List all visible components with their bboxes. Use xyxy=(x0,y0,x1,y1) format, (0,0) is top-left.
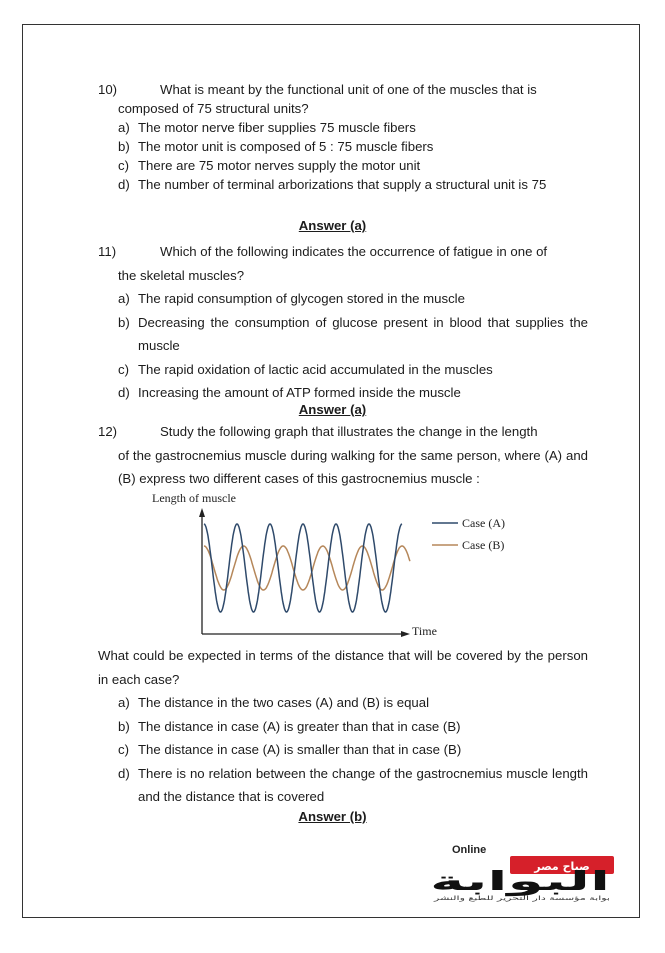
logo-main-text: البوابة xyxy=(430,867,610,897)
x-axis-arrow xyxy=(401,631,410,637)
option-a: a) The distance in the two cases (A) and (B) is equal xyxy=(118,695,430,710)
question-12-question: What could be expected in terms of the distance that will be covered by the person in each case? xyxy=(98,648,588,687)
answer-10: Answer (a) xyxy=(298,218,367,233)
publisher-logo xyxy=(430,840,620,902)
option-c: c) The distance in case (A) is smaller than that in case (B) xyxy=(118,742,462,757)
option-b: b) Decreasing the consumption of glucose present in blood that supplies the muscle xyxy=(118,314,588,353)
y-axis-arrow xyxy=(199,508,205,517)
option-d: d) The number of terminal arborizations that supply a structural unit is 75 xyxy=(118,177,547,192)
question-number: 10) xyxy=(98,82,118,97)
x-axis-label: Time xyxy=(412,624,437,638)
y-axis-label: Length of muscle xyxy=(152,491,236,505)
answer-12: Answer (b) xyxy=(298,809,367,824)
question-text-rest: of the gastrocnemius muscle during walking for the same person, where (A) and (B) express two different cases of this gastrocnemius muscle : xyxy=(118,447,588,486)
option-d: d) There is no relation between the change of the gastrocnemius muscle length and the distance that is covered xyxy=(118,765,588,804)
question-text-line2: the skeletal muscles? xyxy=(118,267,245,283)
question-text-line2: composed of 75 structural units? xyxy=(118,101,309,116)
logo-sub-text: بوابة مؤسسة دار التحرير للطبع والنشر xyxy=(432,895,611,902)
answer-11: Answer (a) xyxy=(298,402,367,417)
muscle-length-chart xyxy=(140,488,505,648)
question-text-line1: What is meant by the functional unit of one of the muscles that is xyxy=(160,82,537,97)
option-d: d) Increasing the amount of ATP formed inside the muscle xyxy=(118,385,461,400)
option-a: a) The motor nerve fiber supplies 75 muscle fibers xyxy=(118,120,416,135)
question-text-line1: Study the following graph that illustrates the change in the length xyxy=(160,424,538,439)
option-b: b) The distance in case (A) is greater than that in case (B) xyxy=(118,718,461,734)
logo-online-text: Online xyxy=(452,844,487,856)
option-a: a) The rapid consumption of glycogen stored in the muscle xyxy=(118,291,465,306)
question-11 xyxy=(98,240,588,405)
legend-case-a-label: Case (A) xyxy=(462,516,505,530)
question-text-line1: Which of the following indicates the occurrence of fatigue in one of xyxy=(160,244,548,259)
question-number: 12) xyxy=(98,424,118,439)
option-c: c) The rapid oxidation of lactic acid accumulated in the muscles xyxy=(118,361,493,377)
question-12 xyxy=(98,420,588,491)
legend-case-b-label: Case (B) xyxy=(462,538,505,552)
logo-red-text: صباح مصر xyxy=(534,860,590,873)
question-10 xyxy=(98,80,588,194)
option-b: b) The motor unit is composed of 5 : 75 muscle fibers xyxy=(118,139,434,154)
question-12-part2 xyxy=(98,644,588,809)
option-c: c) There are 75 motor nerves supply the motor unit xyxy=(118,158,421,173)
question-number: 11) xyxy=(98,244,117,259)
